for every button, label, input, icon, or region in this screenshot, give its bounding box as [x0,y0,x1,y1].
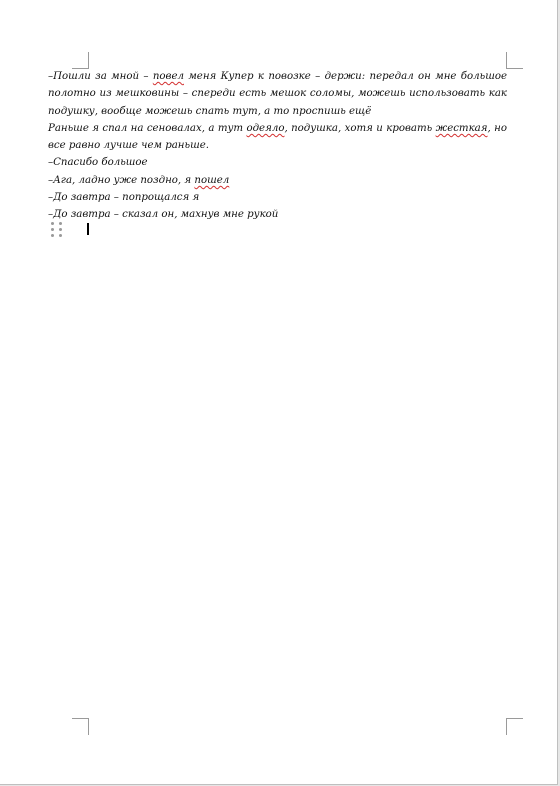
text-run: , но все равно лучше чем раньше. [48,122,507,152]
text-run: –Ага, ладно уже поздно, я [48,174,195,186]
margin-mark-top-right [506,52,523,69]
text-run: –До завтра – сказал он, махнув мне рукой [48,209,279,221]
paragraph[interactable] [48,172,507,189]
misspelled-word: одеяло [246,122,285,134]
text-run: –До завтра – попрощался я [48,192,200,204]
text-run: меня Купер к повозке – держи: передал он мне большое полотно из мешковины – спереди есть мешок соломы, можешь использовать как подушку, вообще можешь спать тут, а то проспишь ещё [48,71,508,117]
text-run: Раньше я спал на сеновалах, а тут [48,122,247,134]
misspelled-word: жесткая [435,122,488,134]
text-run: –Пошли за мной – [48,71,153,82]
misspelled-word: повел [152,71,184,82]
text-run: , подушка, хотя и кровать [284,122,436,134]
margin-mark-bottom-left [72,718,89,735]
paragraph[interactable] [48,68,507,120]
text-cursor [87,223,89,235]
document-body[interactable] [48,68,507,224]
margin-mark-top-left [72,52,89,69]
misspelled-word: пошел [194,174,230,186]
paragraph[interactable] [48,120,507,155]
drag-handle-icon[interactable] [51,222,63,237]
text-run: –Спасибо большое [48,157,148,169]
paragraph[interactable] [48,206,507,223]
paragraph[interactable] [48,189,507,206]
margin-mark-bottom-right [506,718,523,735]
paragraph[interactable] [48,154,507,171]
